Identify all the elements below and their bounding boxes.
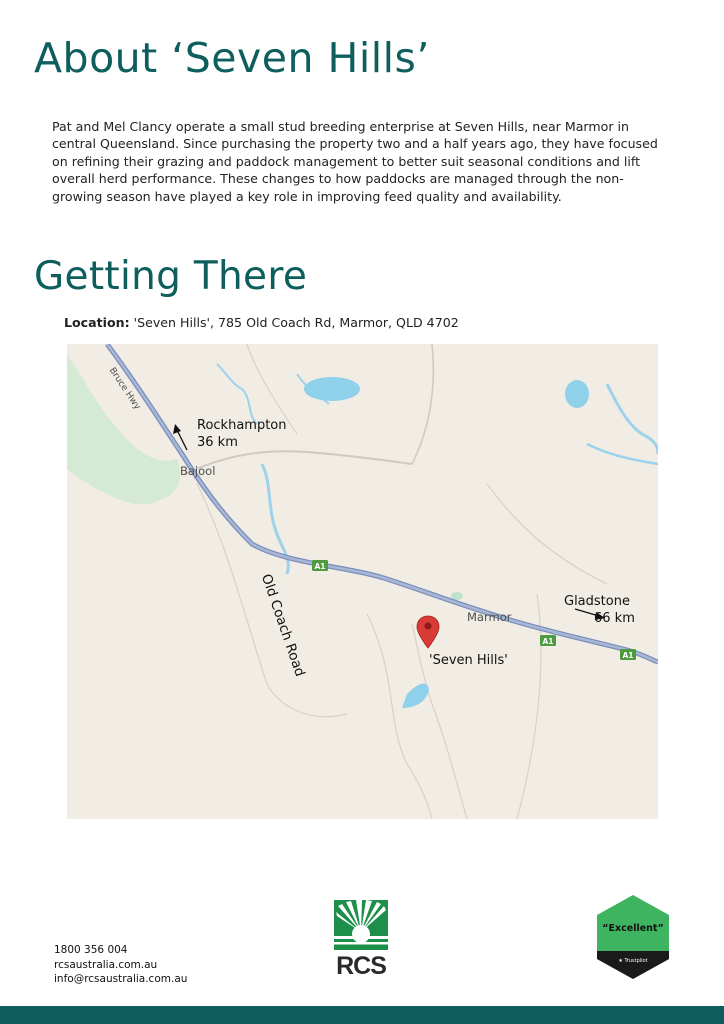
contact-block [54,943,187,987]
minor-road [412,344,433,464]
a1-shield-text: A1 [622,651,634,660]
gladstone-name: Gladstone [564,594,630,609]
getting-there-heading: Getting There [34,254,308,299]
intro-paragraph: Pat and Mel Clancy operate a small stud breeding enterprise at Seven Hills, near Marmor in central Queensland. Since purchasing the property two and a half years ago, they have focused on refining their grazing and paddock management to better suit seasonal conditions and lift overall herd performance. These changes to how paddocks are managed through the non-growing season have played a key role in improving feed quality and availability. [52,119,658,204]
lake [304,377,360,401]
minor-road [367,614,432,819]
contact-email[interactable]: info@rcsaustralia.com.au [54,973,188,985]
location-map[interactable] [67,344,658,819]
lake [402,684,429,708]
rockhampton-distance: 36 km [197,435,238,450]
gladstone-distance: 66 km [594,611,635,626]
footer-bar [0,1006,724,1024]
rcs-logo-icon [332,898,390,952]
location-line [64,315,459,330]
rcs-logo-text: RCS [336,952,386,980]
location-address: 'Seven Hills', 785 Old Coach Rd, Marmor, QLD 4702 [129,315,459,330]
minor-road [185,451,412,474]
minor-road [487,484,607,584]
trustpilot-badge [597,895,669,979]
badge-label: “Excellent” [602,923,664,934]
badge-sub: ★ Trustpilot [618,958,648,964]
a1-shield-text: A1 [542,637,554,646]
location-pin [417,616,439,648]
lake [451,592,463,600]
creek [607,384,658,454]
old-coach-road-label: Old Coach Road [257,572,308,679]
gladstone-label [564,593,635,627]
bruce-hwy-label: Bruce Hwy [106,366,143,412]
rockhampton-label [197,417,287,451]
a1-shield [312,560,328,571]
lake [565,380,589,408]
location-label: Location: [64,315,130,330]
rcs-logo [332,898,390,980]
a1-shield [540,635,556,646]
rockhampton-name: Rockhampton [197,418,287,433]
contact-website[interactable]: rcsaustralia.com.au [54,958,158,971]
a1-shield-text: A1 [314,562,326,571]
a1-shield [620,649,636,660]
seven-hills-label: 'Seven Hills' [429,653,508,668]
creek [587,444,658,464]
badge-shape [597,895,669,979]
contact-phone[interactable]: 1800 356 004 [54,944,128,956]
marmor-label: Marmor [467,610,512,624]
creek [217,364,257,424]
about-heading: About ‘Seven Hills’ [34,34,430,82]
arrow-rockhampton-head [173,424,181,434]
map-canvas [67,344,658,819]
bajool-label: Bajool [180,464,216,478]
